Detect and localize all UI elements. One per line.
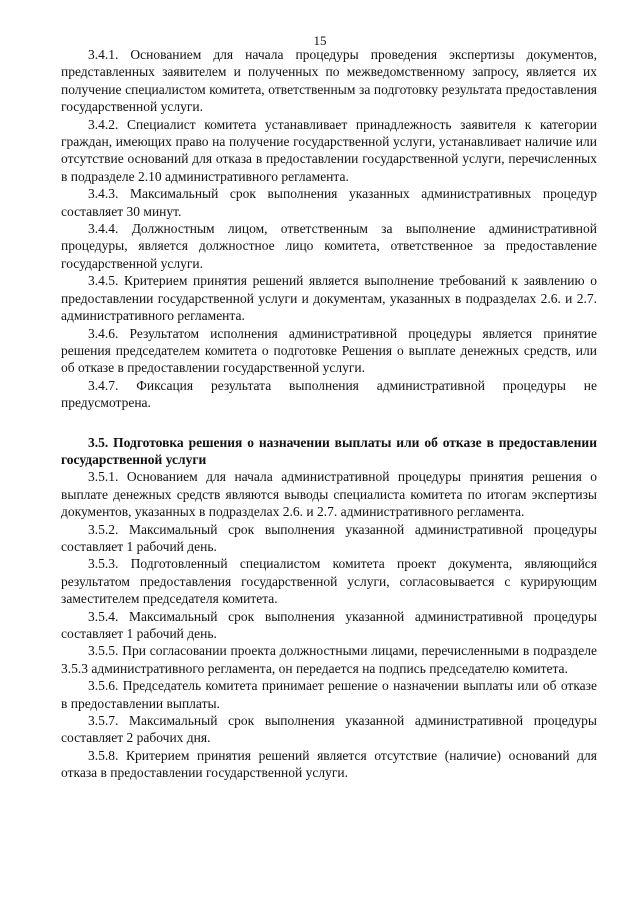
document-body — [61, 46, 597, 782]
paragraph-3-5-3: 3.5.3. Подготовленный специалистом комитета проект документа, являющийся результатом предоставления государственной услуги, согласовывается с курирующим заместителем председателя комитета. — [61, 556, 597, 607]
page-number: 15 — [313, 33, 327, 48]
paragraph-3-4-4: 3.4.4. Должностным лицом, ответственным за выполнение административной процедуры, является должностное лицо комитета, ответственное за предоставление государственной услуги. — [61, 221, 597, 271]
paragraph-3-5-5: 3.5.5. При согласовании проекта должностными лицами, перечисленными в подразделе 3.5.3 административного регламента, он передается на подпись председателю комитета. — [61, 643, 597, 676]
paragraph-3-4-7: 3.4.7. Фиксация результата выполнения административной процедуры не предусмотрена. — [61, 377, 597, 411]
paragraph-3-4-6: 3.4.6. Результатом исполнения административной процедуры является принятие решения председателем комитета о подготовке Решения о выплате денежных средств, или об отказе в предоставлении государственной услуги. — [61, 325, 597, 376]
paragraph-3-5-2: 3.5.2. Максимальный срок выполнения указанной административной процедуры составляет 1 рабочий день. — [61, 521, 597, 554]
section-3-5-heading: 3.5. Подготовка решения о назначении выплаты или об отказе в предоставлении государственной услуги — [61, 434, 597, 467]
paragraph-3-4-1: 3.4.1. Основанием для начала процедуры проведения экспертизы документов, представленных заявителем и полученных по межведомственному запросу, является их получение специалистом комитета, ответственным за подготовку результата предоставления государственной услуги. — [61, 47, 597, 115]
section-3-4 — [61, 46, 597, 412]
paragraph-3-5-8: 3.5.8. Критерием принятия решений является отсутствие (наличие) оснований для отказа в предоставлении государственной услуги. — [61, 747, 597, 781]
section-3-5 — [61, 434, 597, 782]
paragraph-3-4-3: 3.4.3. Максимальный срок выполнения указанных административных процедур составляет 30 минут. — [61, 186, 597, 219]
paragraph-3-4-5: 3.4.5. Критерием принятия решений является выполнение требований к заявлению о предоставлении государственной услуги и документам, указанных в подразделах 2.6. и 2.7. административного регламента. — [61, 273, 597, 324]
paragraph-3-4-2: 3.4.2. Специалист комитета устанавливает принадлежность заявителя к категории граждан, имеющих право на получение государственной услуги, устанавливает наличие или отсутствие оснований для отказа в предоставлении государственной услуги, перечисленных в подразделе 2.10 административного регламента. — [61, 116, 597, 184]
section-spacer — [61, 412, 597, 434]
paragraph-3-5-1: 3.5.1. Основанием для начала административной процедуры принятия решения о выплате денежных средств являются выводы специалиста комитета по итогам экспертизы документов, указанных в подразделах 2.6. и 2.7. административного регламента. — [61, 469, 597, 520]
paragraph-3-5-7: 3.5.7. Максимальный срок выполнения указанной административной процедуры составляет 2 рабочих дня. — [61, 713, 597, 746]
paragraph-3-5-4: 3.5.4. Максимальный срок выполнения указанной административной процедуры составляет 1 рабочий день. — [61, 608, 597, 641]
paragraph-3-5-6: 3.5.6. Председатель комитета принимает решение о назначении выплаты или об отказе в предоставлении выплаты. — [61, 678, 597, 711]
